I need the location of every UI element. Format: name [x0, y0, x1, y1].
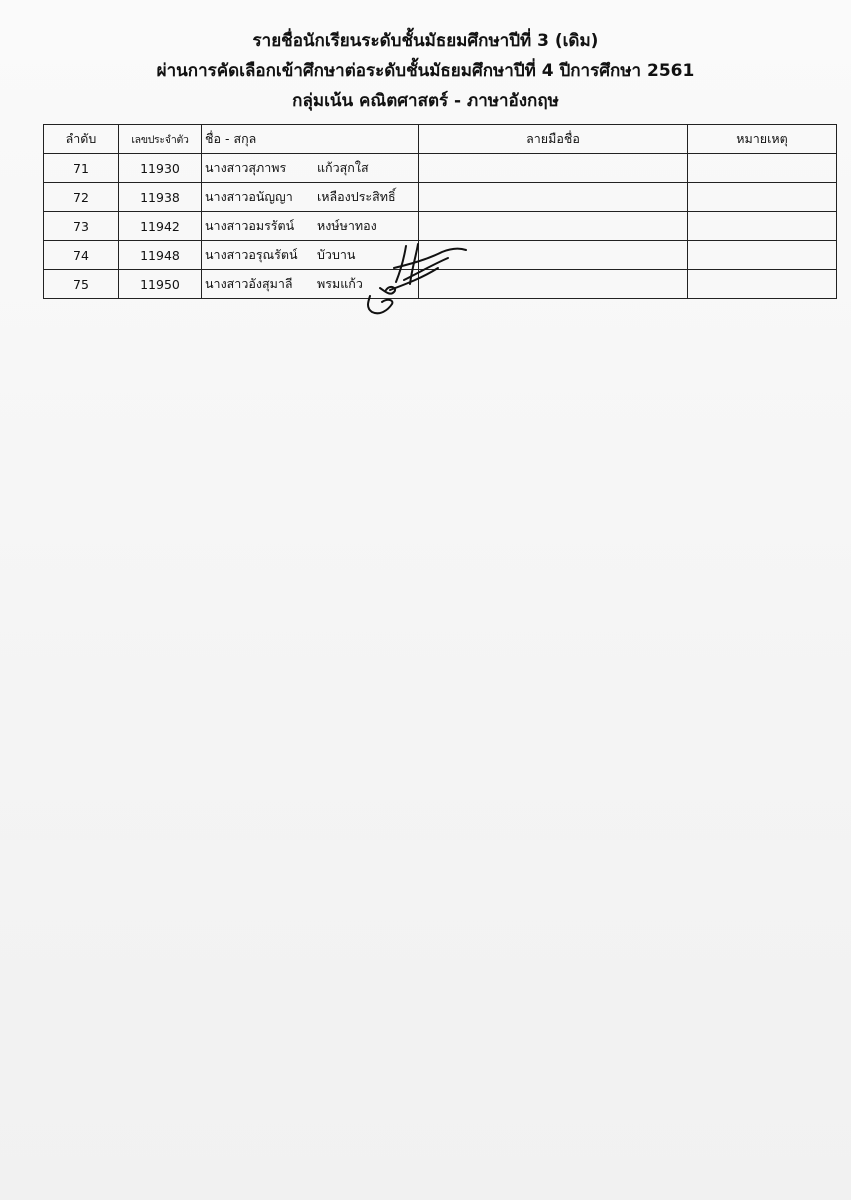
table-header-row	[44, 125, 837, 154]
row-given-name: นางสาวสุภาพร	[205, 160, 287, 175]
header-signature: ลายมือชื่อ	[419, 125, 688, 154]
row-seq: 71	[44, 154, 119, 183]
row-surname: พรมแก้ว	[317, 276, 363, 291]
row-name	[202, 183, 419, 212]
title-line-1: รายชื่อนักเรียนระดับชั้นมัธยมศึกษาปีที่ 3 (เดิม)	[252, 31, 599, 51]
row-name	[202, 270, 419, 299]
row-student-id: 11942	[119, 212, 202, 241]
row-signature-cell	[419, 270, 688, 299]
title-line-3: กลุ่มเน้น คณิตศาสตร์ - ภาษาอังกฤษ	[292, 91, 559, 111]
row-surname: หงษ์ษาทอง	[317, 218, 377, 233]
row-given-name: นางสาวอรุณรัตน์	[205, 247, 298, 262]
row-name	[202, 212, 419, 241]
row-seq: 75	[44, 270, 119, 299]
table-row	[44, 154, 837, 183]
row-seq: 73	[44, 212, 119, 241]
title-line-2: ผ่านการคัดเลือกเข้าศึกษาต่อระดับชั้นมัธยมศึกษาปีที่ 4 ปีการศึกษา 2561	[156, 61, 695, 81]
table-row	[44, 241, 837, 270]
row-surname: แก้วสุกใส	[317, 160, 369, 175]
table-row	[44, 212, 837, 241]
row-student-id: 11938	[119, 183, 202, 212]
row-remarks-cell	[688, 212, 837, 241]
header-seq: ลำดับ	[44, 125, 119, 154]
row-given-name: นางสาวอมรรัตน์	[205, 218, 295, 233]
row-signature-cell	[419, 154, 688, 183]
row-seq: 74	[44, 241, 119, 270]
row-signature-cell	[419, 183, 688, 212]
row-surname: บัวบาน	[317, 247, 356, 262]
row-student-id: 11950	[119, 270, 202, 299]
row-given-name: นางสาวอนัญญา	[205, 189, 293, 204]
document-title	[0, 26, 851, 116]
row-given-name: นางสาวอังสุมาลี	[205, 276, 293, 291]
header-student-id: เลขประจำตัว	[119, 125, 202, 154]
table-row	[44, 270, 837, 299]
row-remarks-cell	[688, 154, 837, 183]
row-signature-cell	[419, 241, 688, 270]
row-name	[202, 241, 419, 270]
row-seq: 72	[44, 183, 119, 212]
row-remarks-cell	[688, 270, 837, 299]
row-name	[202, 154, 419, 183]
row-student-id: 11930	[119, 154, 202, 183]
row-remarks-cell	[688, 183, 837, 212]
student-roster-table	[43, 124, 837, 299]
row-signature-cell	[419, 212, 688, 241]
header-remarks: หมายเหตุ	[688, 125, 837, 154]
row-remarks-cell	[688, 241, 837, 270]
header-name: ชื่อ - สกุล	[202, 125, 419, 154]
row-surname: เหลืองประสิทธิ์	[317, 189, 396, 204]
row-student-id: 11948	[119, 241, 202, 270]
table-row	[44, 183, 837, 212]
